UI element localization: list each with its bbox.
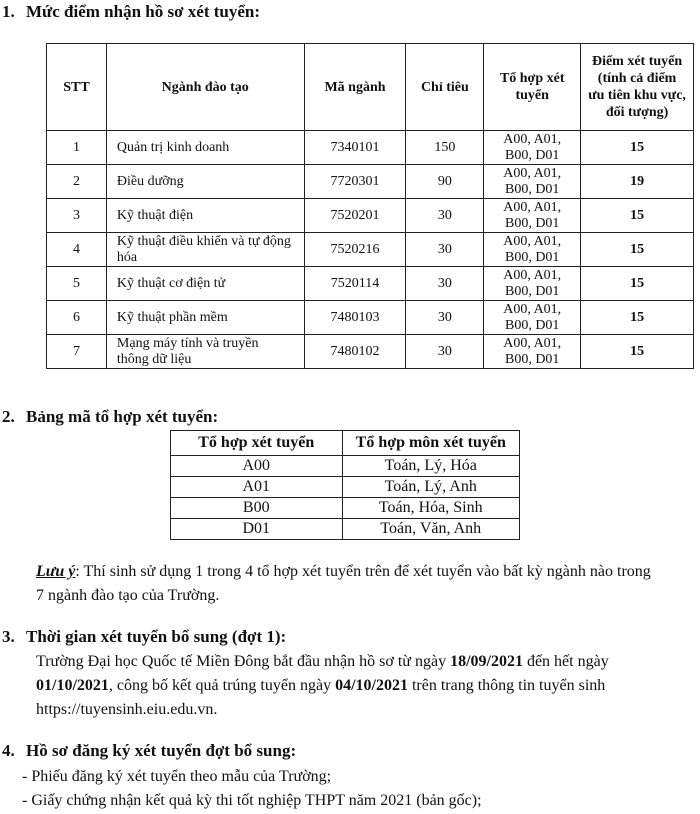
- document-list: [22, 765, 482, 813]
- cell-diem: 15: [581, 267, 694, 301]
- cell-mon: Toán, Văn, Anh: [342, 519, 520, 540]
- section-3-heading: [2, 627, 286, 647]
- end-date: 01/10/2021: [36, 677, 109, 694]
- section-title: Thời gian xét tuyển bổ sung (đợt 1):: [26, 627, 287, 646]
- cell-nganh: Kỹ thuật điều khiển và tự động hóa: [106, 233, 304, 267]
- cell-chi-tieu: 150: [406, 131, 484, 165]
- cell-diem: 19: [581, 165, 694, 199]
- cell-mon: Toán, Hóa, Sinh: [342, 498, 520, 519]
- note-text-2: 7 ngành đào tạo của Trường.: [36, 587, 220, 604]
- cell-stt: 4: [47, 233, 107, 267]
- table-row: [171, 456, 520, 477]
- note-label: Lưu ý: [36, 563, 76, 580]
- cell-to-hop: D01: [171, 519, 343, 540]
- cell-mon: Toán, Lý, Anh: [342, 477, 520, 498]
- table-row: [47, 335, 694, 369]
- col-diem: Điểm xét tuyển (tính cả điểm ưu tiên khu vực, đối tượng): [581, 44, 694, 131]
- section-number: 1.: [2, 2, 15, 21]
- cell-ma-nganh: 7340101: [304, 131, 406, 165]
- cell-stt: 7: [47, 335, 107, 369]
- cell-ma-nganh: 7480102: [304, 335, 406, 369]
- subject-combination-table: [170, 430, 520, 540]
- cell-to-hop: A01: [171, 477, 343, 498]
- table-row: [47, 301, 694, 335]
- cell-to-hop: A00, A01, B00, D01: [484, 233, 581, 267]
- cell-stt: 5: [47, 267, 107, 301]
- cell-chi-tieu: 30: [406, 335, 484, 369]
- cell-diem: 15: [581, 335, 694, 369]
- col-to-hop: Tổ hợp xét tuyển: [484, 44, 581, 131]
- cell-nganh: Kỹ thuật điện: [106, 199, 304, 233]
- cell-to-hop: A00, A01, B00, D01: [484, 335, 581, 369]
- cell-ma-nganh: 7480103: [304, 301, 406, 335]
- cell-stt: 2: [47, 165, 107, 199]
- table-row: [171, 519, 520, 540]
- section-title: Mức điểm nhận hồ sơ xét tuyển:: [26, 2, 261, 21]
- cell-to-hop: A00, A01, B00, D01: [484, 301, 581, 335]
- cell-nganh: Điều dưỡng: [106, 165, 304, 199]
- note-text: : Thí sinh sử dụng 1 trong 4 tổ hợp xét tuyển trên để xét tuyển vào bất kỳ ngành nào trong: [75, 563, 651, 580]
- cell-to-hop: A00, A01, B00, D01: [484, 131, 581, 165]
- table-row: [47, 233, 694, 267]
- list-item: - Phiếu đăng ký xét tuyển theo mẫu của Trường;: [22, 768, 332, 785]
- cell-diem: 15: [581, 233, 694, 267]
- table-row: [47, 165, 694, 199]
- cell-chi-tieu: 30: [406, 233, 484, 267]
- cell-to-hop: A00, A01, B00, D01: [484, 199, 581, 233]
- cell-ma-nganh: 7520114: [304, 267, 406, 301]
- note-paragraph: [36, 560, 696, 608]
- section-1-heading: [2, 2, 260, 22]
- cell-chi-tieu: 90: [406, 165, 484, 199]
- col-ma-nganh: Mã ngành: [304, 44, 406, 131]
- section-number: 4.: [2, 741, 15, 760]
- admission-url: https://tuyensinh.eiu.edu.vn.: [36, 701, 218, 718]
- cell-diem: 15: [581, 131, 694, 165]
- table-row: [47, 131, 694, 165]
- cell-to-hop: B00: [171, 498, 343, 519]
- cell-nganh: Mạng máy tính và truyền thông dữ liệu: [106, 335, 304, 369]
- cell-stt: 3: [47, 199, 107, 233]
- cell-nganh: Kỹ thuật cơ điện tử: [106, 267, 304, 301]
- cell-nganh: Quản trị kinh doanh: [106, 131, 304, 165]
- cell-diem: 15: [581, 301, 694, 335]
- cell-ma-nganh: 7520201: [304, 199, 406, 233]
- cell-chi-tieu: 30: [406, 199, 484, 233]
- section-2-heading: [2, 407, 218, 427]
- section-number: 2.: [2, 407, 15, 426]
- section-3-paragraph: Trường Đại học Quốc tế Miền Đông bắt đầu nhận hồ sơ từ ngày 18/09/2021 đến hết ngày 01/10/2021, công bố kết quả trúng tuyển ngày 04/10/2021 trên trang thông tin tuyển sinh https://tuyensinh.eiu.edu.vn.: [36, 653, 609, 718]
- result-date: 04/10/2021: [335, 677, 408, 694]
- list-item: - Giấy chứng nhận kết quả kỳ thi tốt nghiệp THPT năm 2021 (bản gốc);: [22, 792, 482, 809]
- col-to-hop: Tổ hợp xét tuyển: [171, 431, 343, 456]
- col-nganh: Ngành đào tạo: [106, 44, 304, 131]
- section-title: Bảng mã tổ hợp xét tuyển:: [26, 407, 219, 426]
- col-stt: STT: [47, 44, 107, 131]
- cell-ma-nganh: 7520216: [304, 233, 406, 267]
- cell-to-hop: A00: [171, 456, 343, 477]
- start-date: 18/09/2021: [450, 653, 523, 670]
- cell-stt: 6: [47, 301, 107, 335]
- cell-diem: 15: [581, 199, 694, 233]
- col-chi-tieu: Chỉ tiêu: [406, 44, 484, 131]
- table-row: [171, 477, 520, 498]
- admission-score-table: [46, 43, 694, 369]
- table-row: [47, 267, 694, 301]
- table-row: [171, 498, 520, 519]
- table-header-row: [171, 431, 520, 456]
- section-4-heading: [2, 741, 296, 761]
- cell-to-hop: A00, A01, B00, D01: [484, 267, 581, 301]
- table-header-row: [47, 44, 694, 131]
- cell-stt: 1: [47, 131, 107, 165]
- cell-chi-tieu: 30: [406, 301, 484, 335]
- cell-to-hop: A00, A01, B00, D01: [484, 165, 581, 199]
- cell-mon: Toán, Lý, Hóa: [342, 456, 520, 477]
- cell-chi-tieu: 30: [406, 267, 484, 301]
- section-number: 3.: [2, 627, 15, 646]
- cell-nganh: Kỹ thuật phần mềm: [106, 301, 304, 335]
- section-title: Hồ sơ đăng ký xét tuyển đợt bổ sung:: [26, 741, 297, 760]
- table-row: [47, 199, 694, 233]
- col-mon: Tổ hợp môn xét tuyển: [342, 431, 520, 456]
- cell-ma-nganh: 7720301: [304, 165, 406, 199]
